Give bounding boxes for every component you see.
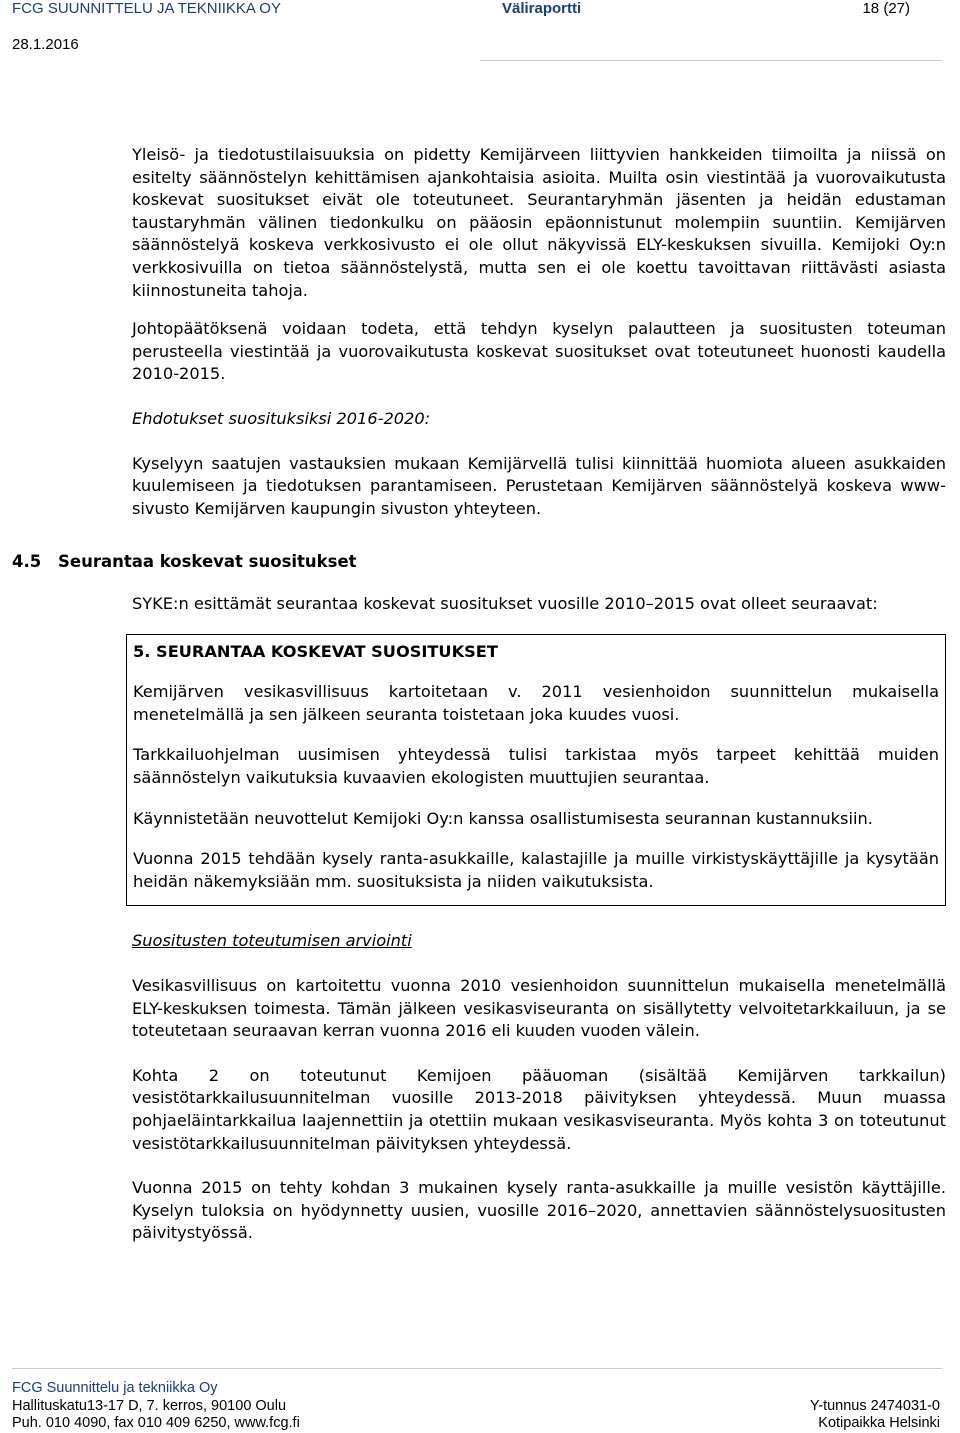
paragraph-conclusion: Johtopäätöksenä voidaan todeta, että tehdyn kyselyn palautteen ja suositusten toteuman perusteella viestintää ja vuorovaikutusta koskevat suositukset ovat toteutuneet huonosti kaudella 2010-2015. bbox=[132, 319, 946, 384]
header-doc-type: Väliraportti bbox=[502, 0, 582, 17]
section-number: 4.5 bbox=[12, 552, 42, 571]
footer-contact: Puh. 010 4090, fax 010 409 6250, www.fcg.fi bbox=[12, 1415, 300, 1431]
assessment-heading: Suositusten toteutumisen arviointi bbox=[132, 931, 412, 951]
section-body bbox=[132, 593, 946, 1245]
header-company: FCG SUUNNITTELU JA TEKNIIKKA OY bbox=[12, 0, 281, 17]
footer-business-id: Y-tunnus 2474031-0 bbox=[809, 1397, 940, 1414]
intro-paragraph: SYKE:n esittämät seurantaa koskevat suositukset vuosille 2010–2015 ovat olleet seuraavat: bbox=[132, 594, 878, 613]
header-date: 28.1.2016 bbox=[12, 36, 79, 53]
box-item: Vuonna 2015 tehdään kysely ranta-asukkaille, kalastajille ja muille virkistyskäyttäjille ja kysytään heidän näkemyksiään mm. suosituksista ja niiden vaikutuksista. bbox=[133, 849, 939, 891]
paragraph-proposals: Kyselyyn saatujen vastauksien mukaan Kemijärvellä tulisi kiinnittää huomiota alueen asukkaiden kuulemiseen ja tiedotuksen parantamiseen. Perustetaan Kemijärven säännöstelyä koskeva www-sivusto Kemijärven kaupungin sivuston yhteyteen. bbox=[132, 453, 946, 518]
box-item: Käynnistetään neuvottelut Kemijoki Oy:n kanssa osallistumisesta seurannan kustannuksiin. bbox=[133, 808, 873, 828]
assessment-paragraph: Kohta 2 on toteutunut Kemijoen pääuoman (sisältää Kemijärven tarkkailun) vesistötarkkailusuunnitelman vuosille 2013-2018 päivityksen yhteydessä. Muun muassa pohjaeläintarkkailua laajennettiin ja otettiin mukaan vesikasviseuranta. Myös kohta 3 on toteutunut vesistötarkkailusuunnitelman päivityksen yhteydessä. bbox=[132, 1065, 946, 1153]
box-title: 5. SEURANTAA KOSKEVAT SUOSITUKSET bbox=[133, 641, 498, 661]
section-title: Seurantaa koskevat suositukset bbox=[58, 552, 357, 571]
header-divider bbox=[480, 60, 942, 61]
footer-company: FCG Suunnittelu ja tekniikka Oy bbox=[12, 1380, 218, 1396]
box-item: Kemijärven vesikasvillisuus kartoitetaan v. 2011 vesienhoidon suunnittelun mukaisella menetelmällä ja sen jälkeen seuranta toistetaan joka kuudes vuosi. bbox=[133, 682, 939, 724]
assessment-paragraph: Vuonna 2015 on tehty kohdan 3 mukainen kysely ranta-asukkaille ja muille vesistön käyttäjille. Kyselyn tuloksia on hyödynnetty uusien, vuosille 2016–2020, annettavien säännöstelysuositusten päivitystyössä. bbox=[132, 1178, 946, 1243]
footer-divider bbox=[12, 1368, 942, 1369]
assessment-paragraph: Vesikasvillisuus on kartoitettu vuonna 2010 vesienhoidon suunnittelun mukaisella menetelmällä ELY-keskuksen toimesta. Tämän jälkeen vesikasviseuranta on sisällytetty velvoitetarkkailuun, ja se toteutetaan seuraavan kerran vuonna 2016 eli kuuden vuoden välein. bbox=[132, 975, 946, 1041]
footer-address: Hallituskatu13-17 D, 7. kerros, 90100 Oulu bbox=[12, 1397, 287, 1414]
recommendations-box bbox=[126, 634, 946, 907]
footer-domicile: Kotipaikka Helsinki bbox=[818, 1415, 940, 1431]
box-item: Tarkkailuohjelman uusimisen yhteydessä tulisi tarkistaa myös tarpeet kehittää muiden säännöstelyn vaikutuksia kuvaavien ekologisten muuttujien seurantaa. bbox=[133, 745, 939, 787]
proposals-heading: Ehdotukset suosituksiksi 2016-2020: bbox=[132, 408, 431, 428]
section-heading bbox=[12, 552, 357, 571]
document-body bbox=[132, 144, 946, 520]
page-header bbox=[12, 0, 940, 20]
page-footer bbox=[12, 1380, 940, 1433]
header-page-number: 18 (27) bbox=[862, 0, 910, 17]
paragraph-communication: Yleisö- ja tiedotustilaisuuksia on pidetty Kemijärveen liittyvien hankkeiden tiimoilta ja niissä on esitelty säännöstelyn kehittämisen ajankohtaisia asioita. Muilta osin viestintää ja vuorovaikutusta koskevat suositukset eivät ole toteutuneet. Seurantaryhmän jäsenten ja heidän edustaman taustaryhmän välinen tiedonkulku on pääosin epäonnistunut molempiin suuntiin. Kemijärven säännöstelyä koskeva verkkosivusto ei ole ollut näkyvissä ELY-keskuksen sivuilla. Kemijoki Oy:n verkkosivuilla on tietoa säännöstelystä, mutta sen ei ole koettu tavoittavan riittävästi asiasta kiinnostuneita tahoja. bbox=[132, 145, 946, 300]
